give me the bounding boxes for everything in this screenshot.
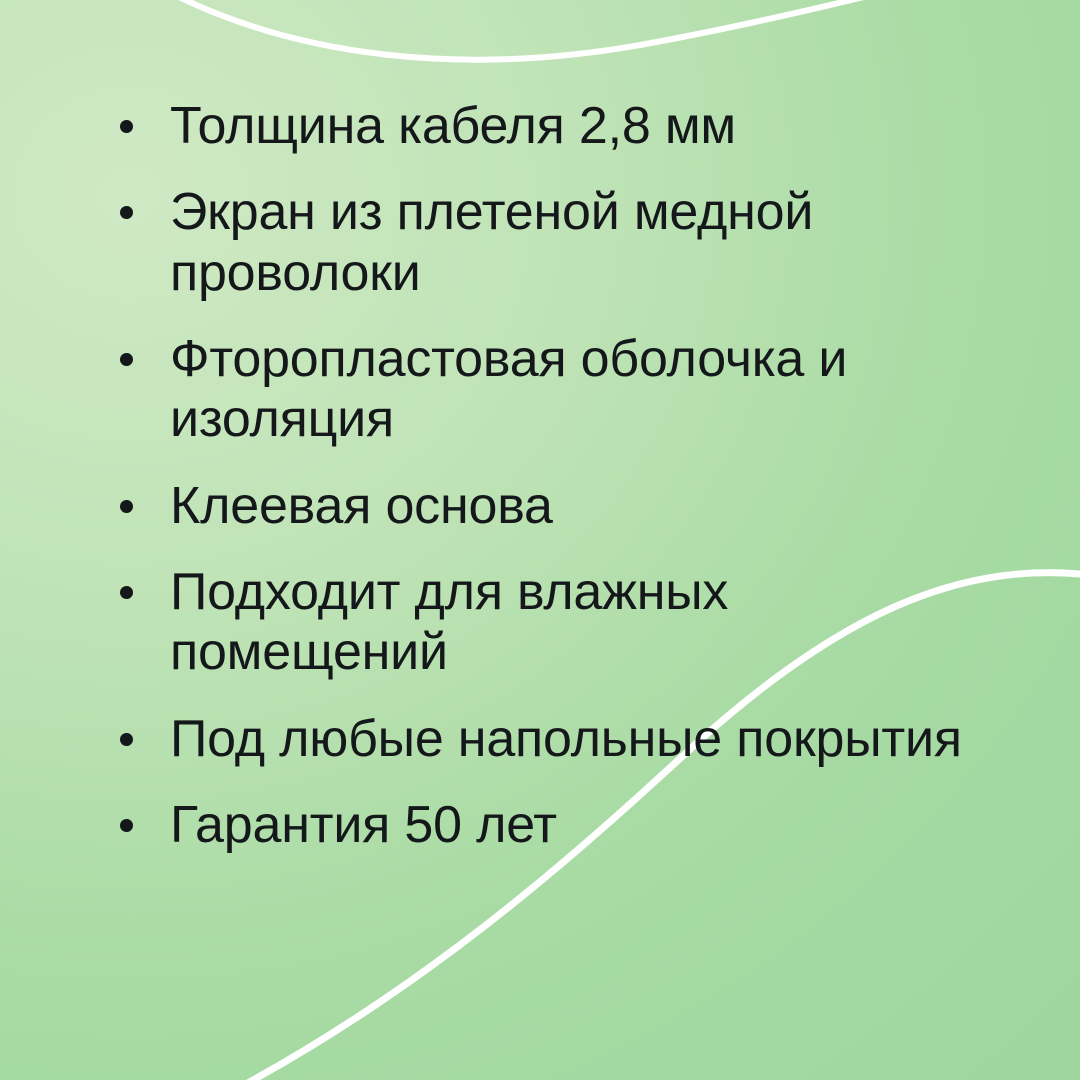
bullet-icon	[120, 586, 133, 599]
list-item	[105, 795, 1010, 855]
list-item	[105, 709, 1010, 769]
feature-text: Экран из плетеной медной проволоки	[170, 183, 814, 302]
bullet-icon	[120, 120, 133, 133]
feature-text: Гарантия 50 лет	[170, 795, 557, 854]
feature-text: Подходит для влажных помещений	[170, 562, 729, 682]
bullet-icon	[120, 500, 133, 513]
feature-text: Клеевая основа	[170, 476, 553, 535]
bullet-icon	[120, 733, 133, 746]
bullet-icon	[120, 206, 133, 219]
feature-text: Толщина кабеля 2,8 мм	[170, 97, 736, 155]
list-item	[105, 182, 1010, 303]
bullet-icon	[120, 819, 133, 832]
list-item	[105, 562, 1010, 683]
feature-text: Фторопластовая оболочка и изоляция	[170, 329, 848, 449]
feature-text: Под любые напольные покрытия	[170, 709, 962, 768]
list-item	[105, 329, 1010, 450]
bullet-icon	[120, 353, 133, 366]
list-item	[105, 96, 1010, 156]
list-item	[105, 476, 1010, 536]
feature-list	[105, 96, 1010, 881]
